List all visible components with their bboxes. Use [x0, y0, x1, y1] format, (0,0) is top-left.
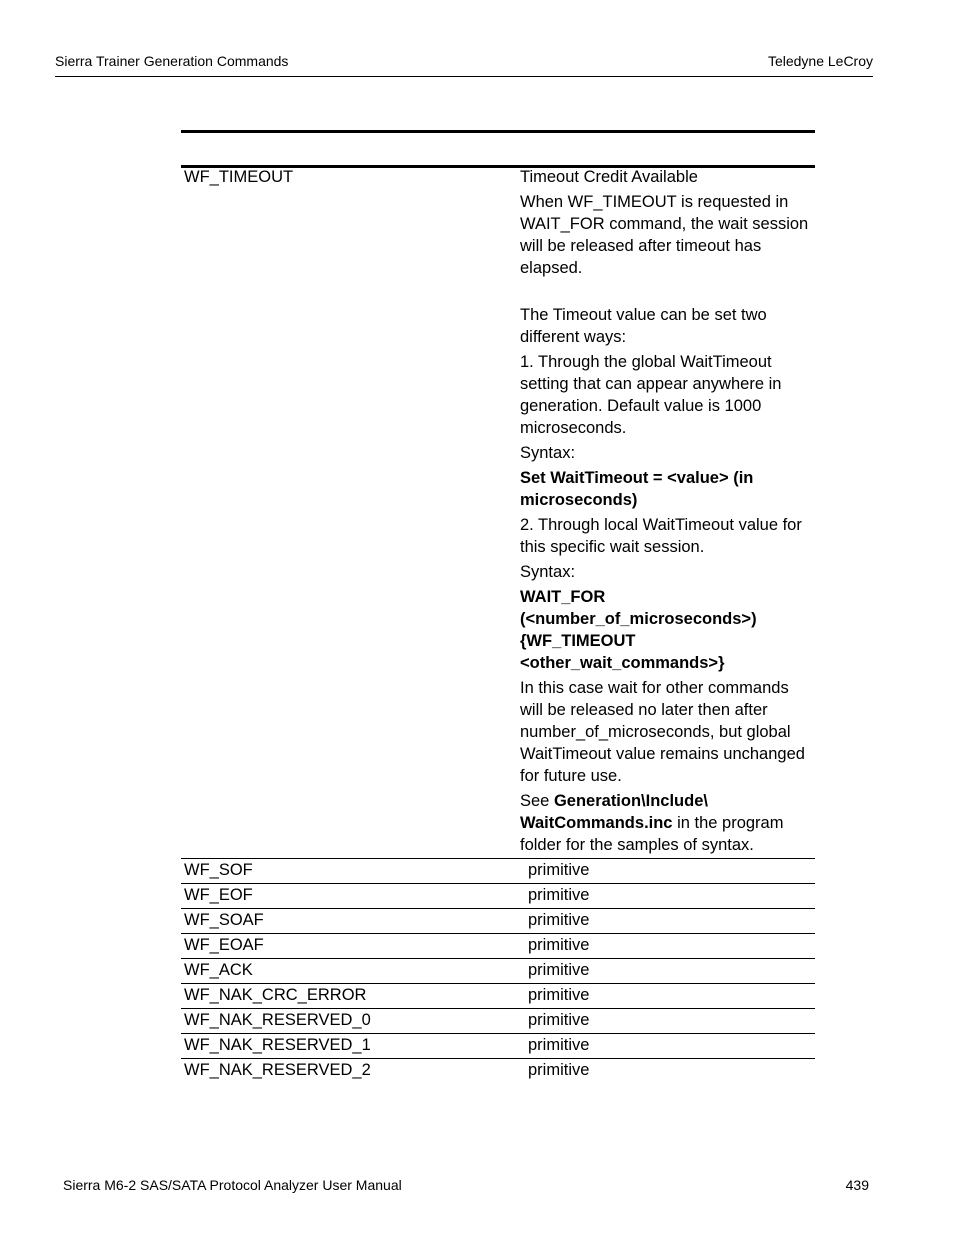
command-name: WF_NAK_RESERVED_1: [181, 1034, 525, 1059]
table-row: [181, 884, 815, 909]
timeout-explain: In this case wait for other commands will be released no later then after number_of_microseconds, but global WaitTimeout value remains unchanged for future use.: [520, 679, 805, 785]
page-header: [55, 53, 873, 77]
footer-manual-title: Sierra M6-2 SAS/SATA Protocol Analyzer User Manual: [63, 1177, 402, 1193]
primitive-table: [181, 858, 815, 1083]
page-number: 439: [845, 1177, 869, 1193]
command-desc: primitive: [525, 884, 815, 909]
command-desc: primitive: [525, 909, 815, 934]
command-name: WF_SOAF: [181, 909, 525, 934]
command-name: WF_EOF: [181, 884, 525, 909]
timeout-desc1: When WF_TIMEOUT is requested in WAIT_FOR command, the wait session will be released after timeout has elapsed.: [520, 193, 809, 277]
command-desc: primitive: [525, 859, 815, 884]
timeout-way2: 2. Through local WaitTimeout value for this specific wait session.: [520, 516, 802, 556]
command-desc: primitive: [525, 1059, 815, 1084]
see-prefix: See: [520, 792, 554, 810]
table-row: [181, 959, 815, 984]
table-top-rule: [181, 130, 815, 133]
table-row: [181, 934, 815, 959]
table-row: [181, 1034, 815, 1059]
syntax-label-1: Syntax:: [520, 444, 576, 462]
command-name: WF_SOF: [181, 859, 525, 884]
command-desc: primitive: [525, 934, 815, 959]
header-company: Teledyne LeCroy: [767, 53, 873, 69]
command-name: WF_NAK_RESERVED_2: [181, 1059, 525, 1084]
syntax-local: WAIT_FOR (<number_of_microseconds>) {WF_TIMEOUT <other_wait_commands>}: [520, 588, 757, 672]
table-row: [181, 909, 815, 934]
syntax-label-2: Syntax:: [520, 563, 576, 581]
command-name: WF_ACK: [181, 959, 525, 984]
see-reference: [520, 790, 814, 856]
table-row: [181, 1059, 815, 1084]
timeout-desc2: The Timeout value can be set two different ways:: [520, 306, 767, 346]
command-name-wf-timeout: WF_TIMEOUT: [184, 168, 294, 186]
timeout-way1: 1. Through the global WaitTimeout setting that can appear anywhere in generation. Default value is 1000 microseconds.: [520, 353, 782, 437]
timeout-title: Timeout Credit Available: [520, 168, 698, 186]
see-path: Generation\Include\ WaitCommands.inc: [520, 792, 708, 832]
syntax-global: Set WaitTimeout = <value> (in microseconds): [520, 469, 754, 509]
see-suffix: in the program folder for the samples of syntax.: [520, 814, 784, 854]
command-desc: primitive: [525, 1034, 815, 1059]
spacer: [520, 282, 814, 304]
command-desc: primitive: [525, 1009, 815, 1034]
table-row: [181, 984, 815, 1009]
command-desc: primitive: [525, 984, 815, 1009]
table-row: [181, 859, 815, 884]
command-name: WF_NAK_CRC_ERROR: [181, 984, 525, 1009]
command-desc: primitive: [525, 959, 815, 984]
header-section-title: Sierra Trainer Generation Commands: [55, 53, 289, 69]
table-row: [181, 1009, 815, 1034]
command-name: WF_NAK_RESERVED_0: [181, 1009, 525, 1034]
wf-timeout-description: [520, 166, 814, 859]
command-name: WF_EOAF: [181, 934, 525, 959]
